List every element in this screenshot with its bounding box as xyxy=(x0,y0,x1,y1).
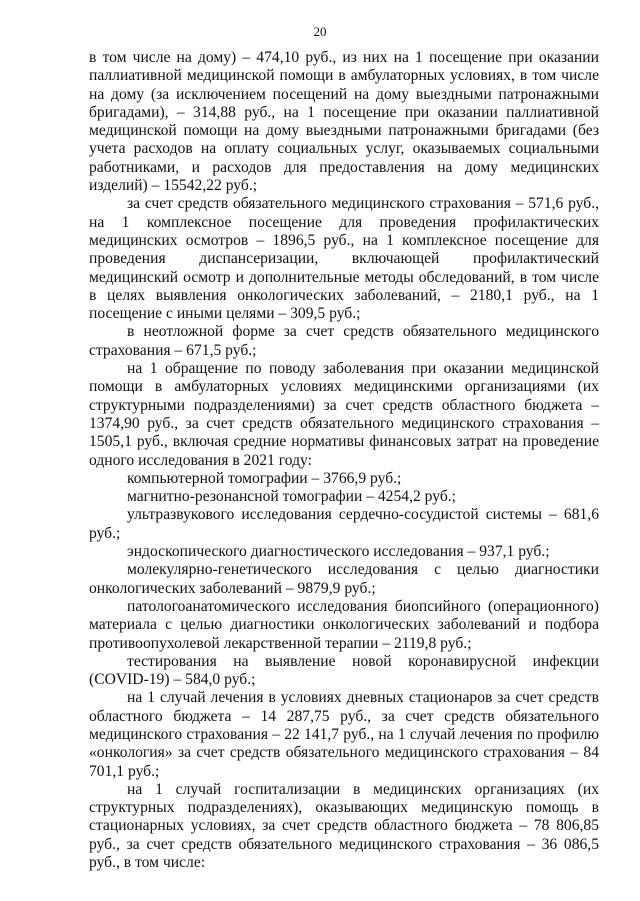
paragraph: за счет средств обязательного медицинского страхования – 571,6 руб., на 1 комплексное посещение для проведения профилактических медицинских осмотров – 1896,5 руб., на 1 комплексное посещение для проведения диспансеризации, включающей профилактический медицинский осмотр и дополнительные методы обследований, в том числе в целях выявления онкологических заболеваний, – 2180,1 руб., на 1 посещение с иными целями – 309,5 руб.; xyxy=(89,195,599,323)
list-item: молекулярно-генетического исследования с целью диагностики онкологических заболеваний – 9879,9 руб.; xyxy=(89,561,599,597)
page-number: 20 xyxy=(313,24,327,39)
body-text xyxy=(89,49,599,872)
paragraph: на 1 обращение по поводу заболевания при оказании медицинской помощи в амбулаторных условиях медицинскими организациями (их структурными подразделениями) за счет средств областного бюджета – 1374,90 руб., за счет средств обязательного медицинского страхования – 1505,1 руб., включая средние нормативы финансовых затрат на проведение одного исследования в 2021 году: xyxy=(89,360,599,469)
paragraph: в том числе на дому) – 474,10 руб., из них на 1 посещение при оказании паллиативной медицинской помощи в амбулаторных условиях, в том числе на дому (за исключением посещений на дому выездными патронажными бригадами), – 314,88 руб., на 1 посещение при оказании паллиативной медицинской помощи на дому выездными патронажными бригадами (без учета расходов на оплату социальных услуг, оказываемых социальными работниками, и расходов для предоставления на дому медицинских изделий) – 15542,22 руб.; xyxy=(89,49,599,195)
list-item: эндоскопического диагностического исследования – 937,1 руб.; xyxy=(127,543,550,561)
list-item: тестирования на выявление новой коронавирусной инфекции (COVID-19) – 584,0 руб.; xyxy=(89,652,599,689)
list-item: патологоанатомического исследования биопсийного (операционного) материала с целью диагностики онкологических заболеваний и подбора противоопухолевой лекарственной терапии – 2119,8 руб.; xyxy=(89,597,599,652)
list-item: ультразвукового исследования сердечно-сосудистой системы – 681,6 руб.; xyxy=(89,506,599,542)
paragraph: на 1 случай госпитализации в медицинских организациях (их структурных подразделениях), оказывающих медицинскую помощь в стационарных условиях, за счет средств областного бюджета – 78 806,85 руб., за счет средств обязательного медицинского страхования – 36 086,5 руб., в том числе: xyxy=(89,780,599,872)
paragraph: на 1 случай лечения в условиях дневных стационаров за счет средств областного бюджета – 14 287,75 руб., за счет средств обязательного медицинского страхования – 22 141,7 руб., на 1 случай лечения по профилю «онкология» за счет средств обязательного медицинского страхования – 84 701,1 руб.; xyxy=(89,689,599,780)
list-item: магнитно-резонансной томографии – 4254,2 руб.; xyxy=(127,488,457,506)
list-item: компьютерной томографии – 3766,9 руб.; xyxy=(127,469,402,487)
paragraph: в неотложной форме за счет средств обязательного медицинского страхования – 671,5 руб.; xyxy=(89,323,599,359)
